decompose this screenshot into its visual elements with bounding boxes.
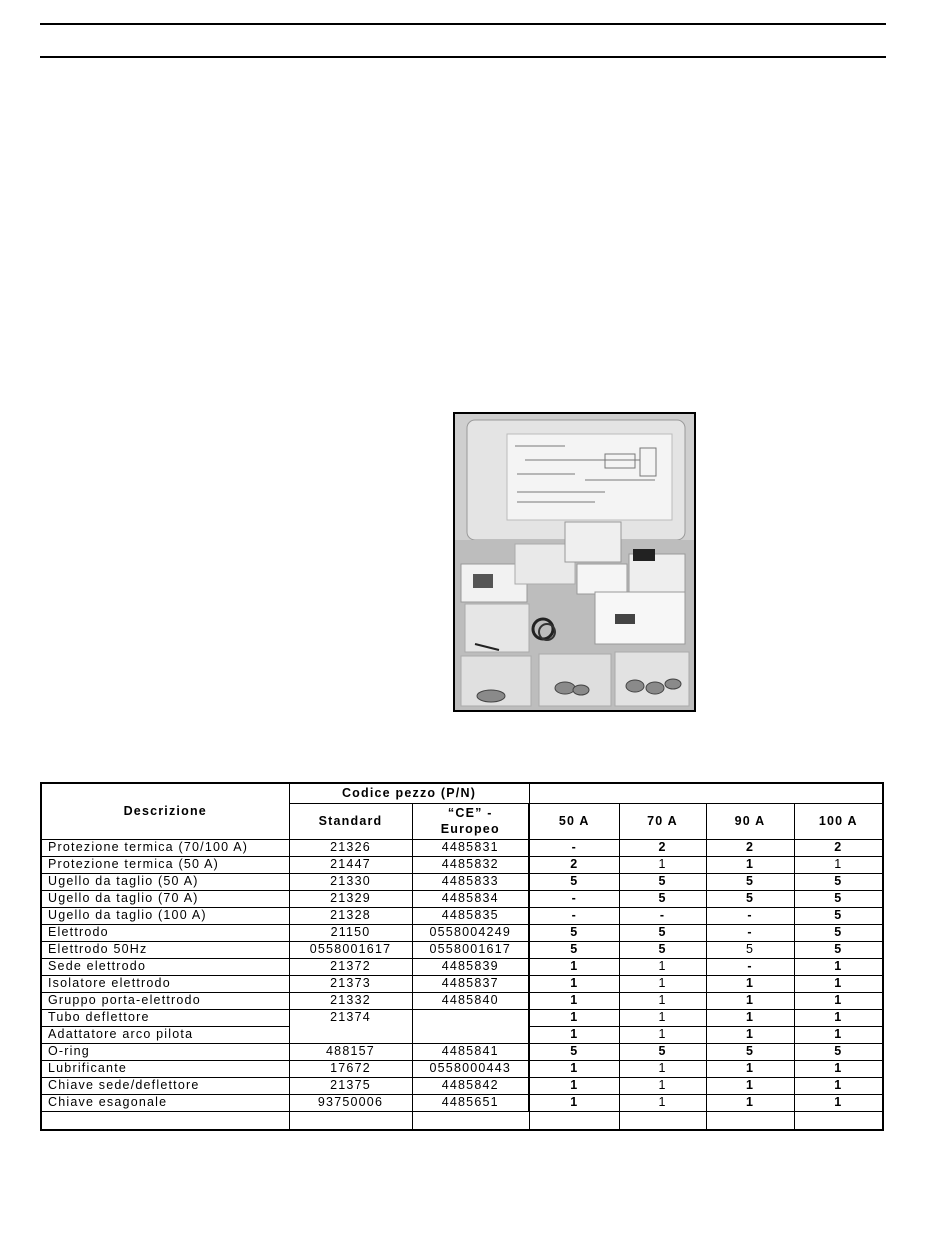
row-qty-100a: 1 [794, 1094, 883, 1111]
row-description: Isolatore elettrodo [41, 975, 289, 992]
table-row [41, 873, 883, 890]
row-qty-100a: 5 [794, 924, 883, 941]
header-amp-50: 50 A [529, 803, 619, 839]
row-qty-100a: 1 [794, 856, 883, 873]
table-row [41, 1043, 883, 1060]
row-qty-100a: 1 [794, 975, 883, 992]
table-row [41, 1077, 883, 1094]
row-qty-100a: 5 [794, 1043, 883, 1060]
row-description: Ugello da taglio (100 A) [41, 907, 289, 924]
row-qty-90a: 1 [706, 1009, 794, 1026]
row-qty-90a: 5 [706, 890, 794, 907]
row-qty-90a: 5 [706, 873, 794, 890]
row-qty-70a: 5 [619, 924, 706, 941]
row-qty-70a: - [619, 907, 706, 924]
table-row [41, 958, 883, 975]
row-standard-pn: 21373 [289, 975, 412, 992]
row-qty-100a: 5 [794, 907, 883, 924]
row-standard-pn: 21326 [289, 839, 412, 856]
table-footer-cell [706, 1111, 794, 1130]
header-amp-100: 100 A [794, 803, 883, 839]
row-standard-pn: 21447 [289, 856, 412, 873]
parts-table-body [41, 839, 883, 1111]
row-qty-50a: 5 [529, 941, 619, 958]
header-codice-pezzo: Codice pezzo (P/N) [289, 783, 529, 803]
row-qty-90a: 1 [706, 975, 794, 992]
row-standard-pn: 93750006 [289, 1094, 412, 1111]
row-qty-70a: 5 [619, 890, 706, 907]
row-ce-pn: 4485842 [412, 1077, 529, 1094]
row-ce-pn [412, 1009, 529, 1026]
table-row [41, 1094, 883, 1111]
header-rule-bottom [40, 56, 886, 58]
table-row [41, 890, 883, 907]
row-qty-50a: 2 [529, 856, 619, 873]
row-description: Tubo deflettore [41, 1009, 289, 1026]
row-ce-pn: 4485835 [412, 907, 529, 924]
row-ce-pn: 0558004249 [412, 924, 529, 941]
row-standard-pn [289, 1026, 412, 1043]
row-qty-100a: 2 [794, 839, 883, 856]
row-ce-pn: 0558000443 [412, 1060, 529, 1077]
row-qty-90a: - [706, 907, 794, 924]
row-description: Chiave sede/deflettore [41, 1077, 289, 1094]
table-footer-cell [794, 1111, 883, 1130]
row-qty-100a: 1 [794, 1060, 883, 1077]
table-row [41, 1026, 883, 1043]
row-description: Gruppo porta-elettrodo [41, 992, 289, 1009]
row-qty-100a: 5 [794, 873, 883, 890]
row-qty-70a: 2 [619, 839, 706, 856]
row-ce-pn: 4485839 [412, 958, 529, 975]
row-qty-100a: 1 [794, 958, 883, 975]
row-qty-90a: - [706, 924, 794, 941]
row-description: Lubrificante [41, 1060, 289, 1077]
header-standard: Standard [289, 803, 412, 839]
row-standard-pn: 488157 [289, 1043, 412, 1060]
row-standard-pn: 21150 [289, 924, 412, 941]
row-standard-pn: 21372 [289, 958, 412, 975]
table-row [41, 856, 883, 873]
row-qty-50a: 1 [529, 1026, 619, 1043]
row-qty-50a: - [529, 839, 619, 856]
row-qty-90a: 1 [706, 1060, 794, 1077]
row-qty-70a: 1 [619, 1060, 706, 1077]
row-qty-70a: 5 [619, 873, 706, 890]
row-description: Chiave esagonale [41, 1094, 289, 1111]
row-qty-90a: 1 [706, 1094, 794, 1111]
row-qty-50a: 1 [529, 1094, 619, 1111]
header-rule-top [40, 23, 886, 25]
row-qty-90a: 2 [706, 839, 794, 856]
row-description: O-ring [41, 1043, 289, 1060]
row-qty-50a: - [529, 890, 619, 907]
row-qty-90a: 1 [706, 1026, 794, 1043]
table-row [41, 924, 883, 941]
table-footer-cell [619, 1111, 706, 1130]
header-amp-90: 90 A [706, 803, 794, 839]
row-qty-70a: 1 [619, 1077, 706, 1094]
row-ce-pn: 4485834 [412, 890, 529, 907]
row-ce-pn: 4485841 [412, 1043, 529, 1060]
row-qty-50a: 1 [529, 958, 619, 975]
row-qty-70a: 1 [619, 975, 706, 992]
table-row [41, 941, 883, 958]
row-description: Adattatore arco pilota [41, 1026, 289, 1043]
table-row [41, 907, 883, 924]
row-qty-70a: 1 [619, 856, 706, 873]
row-ce-pn: 4485831 [412, 839, 529, 856]
row-standard-pn: 21329 [289, 890, 412, 907]
row-standard-pn: 21330 [289, 873, 412, 890]
row-qty-50a: 1 [529, 1009, 619, 1026]
table-row [41, 1060, 883, 1077]
parts-kit-photo [453, 412, 696, 712]
row-qty-90a: 1 [706, 1077, 794, 1094]
table-row [41, 975, 883, 992]
row-ce-pn: 4485833 [412, 873, 529, 890]
row-standard-pn: 21332 [289, 992, 412, 1009]
row-qty-70a: 1 [619, 958, 706, 975]
row-qty-100a: 1 [794, 992, 883, 1009]
table-footer-cell [289, 1111, 412, 1130]
row-qty-50a: 5 [529, 924, 619, 941]
table-row [41, 992, 883, 1009]
header-ce-line2: Europeo [440, 822, 500, 836]
row-description: Protezione termica (50 A) [41, 856, 289, 873]
row-qty-100a: 5 [794, 890, 883, 907]
row-standard-pn: 21328 [289, 907, 412, 924]
header-descrizione: Descrizione [41, 783, 289, 839]
header-ce-line1: “CE” - [447, 806, 493, 820]
table-row [41, 1009, 883, 1026]
row-standard-pn: 0558001617 [289, 941, 412, 958]
row-ce-pn: 4485840 [412, 992, 529, 1009]
table-footer-cell [412, 1111, 529, 1130]
row-qty-100a: 1 [794, 1026, 883, 1043]
parts-table-grid [40, 782, 884, 1131]
row-standard-pn: 17672 [289, 1060, 412, 1077]
row-qty-100a: 5 [794, 941, 883, 958]
row-ce-pn: 4485832 [412, 856, 529, 873]
row-qty-50a: 1 [529, 975, 619, 992]
row-ce-pn [412, 1026, 529, 1043]
row-qty-70a: 5 [619, 1043, 706, 1060]
row-qty-70a: 1 [619, 1009, 706, 1026]
row-qty-90a: - [706, 958, 794, 975]
table-footer-cell [529, 1111, 619, 1130]
row-qty-50a: 5 [529, 1043, 619, 1060]
table-row [41, 839, 883, 856]
row-description: Elettrodo 50Hz [41, 941, 289, 958]
row-ce-pn: 0558001617 [412, 941, 529, 958]
row-description: Sede elettrodo [41, 958, 289, 975]
row-description: Protezione termica (70/100 A) [41, 839, 289, 856]
table-footer-cell [41, 1111, 289, 1130]
row-qty-100a: 1 [794, 1009, 883, 1026]
row-description: Ugello da taglio (50 A) [41, 873, 289, 890]
row-qty-70a: 1 [619, 1094, 706, 1111]
row-qty-90a: 1 [706, 856, 794, 873]
row-qty-50a: 5 [529, 873, 619, 890]
row-description: Ugello da taglio (70 A) [41, 890, 289, 907]
parts-table [40, 782, 882, 1131]
row-qty-90a: 1 [706, 992, 794, 1009]
row-qty-50a: 1 [529, 1060, 619, 1077]
row-description: Elettrodo [41, 924, 289, 941]
row-qty-100a: 1 [794, 1077, 883, 1094]
header-amps-group [529, 783, 883, 803]
row-standard-pn: 21375 [289, 1077, 412, 1094]
row-qty-50a: 1 [529, 1077, 619, 1094]
row-standard-pn: 21374 [289, 1009, 412, 1026]
header-amp-70: 70 A [619, 803, 706, 839]
row-ce-pn: 4485837 [412, 975, 529, 992]
row-ce-pn: 4485651 [412, 1094, 529, 1111]
row-qty-90a: 5 [706, 1043, 794, 1060]
row-qty-90a: 5 [706, 941, 794, 958]
row-qty-70a: 1 [619, 992, 706, 1009]
header-ce-europeo [412, 803, 529, 839]
row-qty-70a: 1 [619, 1026, 706, 1043]
row-qty-50a: 1 [529, 992, 619, 1009]
row-qty-70a: 5 [619, 941, 706, 958]
row-qty-50a: - [529, 907, 619, 924]
